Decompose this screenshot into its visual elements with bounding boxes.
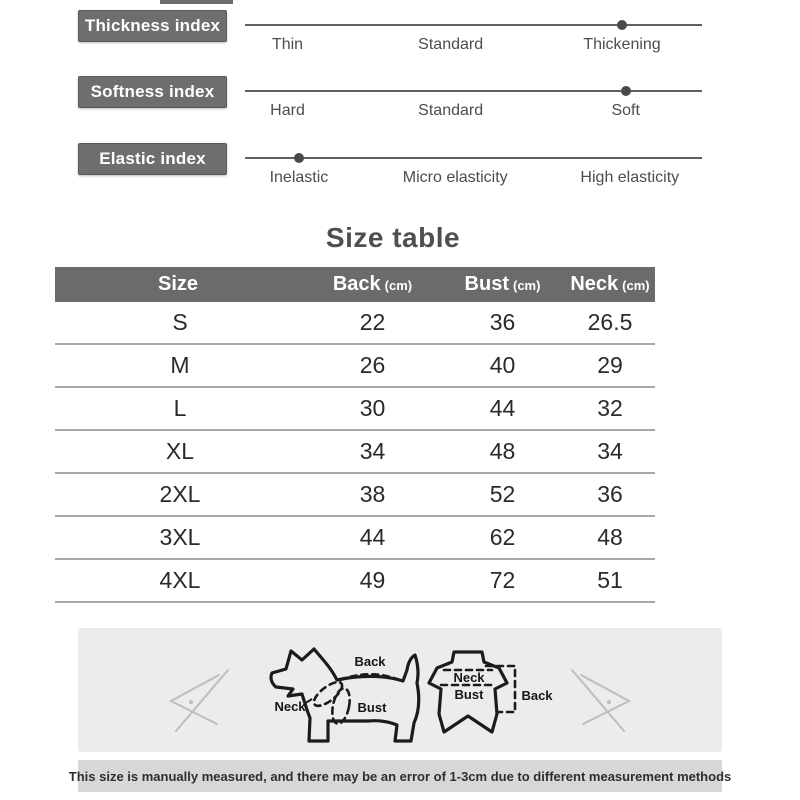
softness-slider-dot	[621, 86, 631, 96]
col-header-back: Back (cm)	[332, 273, 413, 295]
cell-neck: 36	[597, 481, 623, 507]
dog-neck-measure-line	[310, 678, 345, 710]
cell-neck: 34	[597, 438, 623, 464]
garment-illustration	[429, 652, 553, 732]
cell-back: 34	[359, 438, 386, 464]
table-row	[55, 474, 655, 517]
elastic-index-badge: Elastic index	[78, 143, 227, 175]
garment-back-label: Back	[521, 688, 553, 703]
thickness-index-row	[0, 10, 800, 70]
softness-option-hard: Hard	[270, 102, 305, 119]
size-table-header	[55, 267, 655, 302]
cell-neck: 29	[597, 352, 623, 378]
thickness-option-standard: Standard	[418, 36, 484, 53]
softness-index-row	[0, 76, 800, 136]
cell-bust: 72	[489, 567, 516, 593]
table-row	[55, 517, 655, 560]
cell-neck: 32	[597, 395, 623, 421]
dog-illustration	[271, 649, 419, 741]
table-row	[55, 431, 655, 474]
prev-arrow-icon[interactable]	[171, 670, 228, 731]
elastic-option-inelastic: Inelastic	[269, 169, 329, 186]
cell-bust: 44	[489, 395, 516, 421]
measurement-disclaimer: This size is manually measured, and there may be an error of 1-3cm due to different measurement methods	[78, 760, 722, 792]
elastic-option-high: High elasticity	[580, 169, 680, 186]
cell-back: 22	[359, 309, 386, 335]
cell-bust: 62	[489, 524, 516, 550]
cell-size: 2XL	[159, 481, 201, 507]
cell-bust: 48	[489, 438, 516, 464]
thickness-slider-dot	[617, 20, 627, 30]
cell-size: L	[173, 395, 187, 421]
cell-bust: 40	[489, 352, 516, 378]
dog-bust-label: Bust	[357, 700, 387, 715]
thickness-option-thickening: Thickening	[583, 36, 661, 53]
cell-neck: 48	[597, 524, 623, 550]
cell-size: M	[170, 352, 190, 378]
elastic-slider-track	[245, 157, 702, 159]
elastic-index-row	[0, 143, 800, 203]
cell-bust: 36	[489, 309, 516, 335]
table-row	[55, 302, 655, 345]
size-table	[55, 267, 655, 603]
softness-slider-track	[245, 90, 702, 92]
softness-option-soft: Soft	[611, 102, 640, 119]
thickness-index-badge: Thickness index	[78, 10, 227, 42]
cell-size: 3XL	[159, 524, 201, 550]
cell-size: S	[172, 309, 188, 335]
cell-bust: 52	[489, 481, 516, 507]
cropped-badge-fragment	[160, 0, 233, 4]
next-arrow-icon[interactable]	[572, 670, 629, 731]
cell-back: 44	[359, 524, 386, 550]
elastic-option-micro: Micro elasticity	[402, 169, 508, 186]
table-row	[55, 388, 655, 431]
softness-index-badge: Softness index	[78, 76, 227, 108]
cell-neck: 26.5	[587, 309, 633, 335]
thickness-slider-track	[245, 24, 702, 26]
col-header-neck: Neck (cm)	[570, 273, 650, 295]
softness-option-standard: Standard	[418, 102, 484, 119]
cell-back: 49	[359, 567, 386, 593]
garment-neck-label: Neck	[453, 670, 485, 685]
garment-bust-label: Bust	[454, 687, 484, 702]
col-header-size: Size	[157, 273, 199, 295]
col-header-bust: Bust (cm)	[464, 273, 541, 295]
cell-size: XL	[165, 438, 195, 464]
cell-size: 4XL	[159, 567, 201, 593]
elastic-slider-dot	[294, 153, 304, 163]
cell-back: 38	[359, 481, 386, 507]
size-table-title: Size table	[325, 222, 461, 253]
cell-back: 26	[359, 352, 386, 378]
cell-neck: 51	[597, 567, 623, 593]
thickness-option-thin: Thin	[271, 36, 304, 53]
table-row	[55, 560, 655, 603]
measurement-diagram	[78, 628, 722, 752]
dog-back-label: Back	[354, 654, 386, 669]
table-row	[55, 345, 655, 388]
dog-neck-label: Neck	[274, 699, 306, 714]
cell-back: 30	[359, 395, 386, 421]
